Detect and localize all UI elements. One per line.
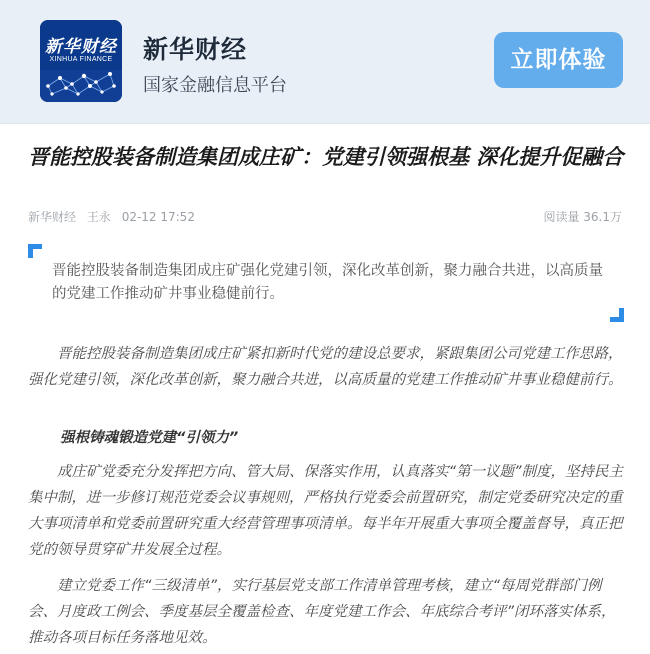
app-slogan: 国家金融信息平台 [143, 75, 287, 96]
quote-corner-bottom-right [610, 308, 624, 322]
read-count: 阅读量 36.1万 [543, 210, 622, 224]
xinhua-finance-logo[interactable] [40, 20, 122, 102]
article-title: 晋能控股装备制造集团成庄矿：党建引领强根基 深化提升促融合 [28, 145, 624, 169]
article-summary [28, 244, 624, 322]
summary-text: 晋能控股装备制造集团成庄矿强化党建引领，深化改革创新，聚力融合共进，以高质量的党建工作推动矿井事业稳健前行。 [52, 263, 603, 302]
article-datetime: 02-12 17:52 [121, 210, 195, 224]
logo-chinese-text: 新华财经 [45, 37, 117, 57]
body-paragraph: 晋能控股装备制造集团成庄矿紧扣新时代党的建设总要求，紧跟集团公司党建工作思路，强化党建引领，深化改革创新，聚力融合共进，以高质量的党建工作推动矿井事业稳健前行。 [28, 346, 623, 388]
article-source[interactable]: 新华财经 [28, 210, 77, 224]
body-paragraph: 建立党委工作“三级清单”，实行基层党支部工作清单管理考核，建立“每周党群部门例会、月度政工例会、季度基层全覆盖检查、年度党建工作会、年底综合考评”闭环落实体系，推动各项目标任务落地见效。 [28, 578, 616, 646]
app-name: 新华财经 [143, 35, 248, 64]
section-heading: 强根铸魂锻造党建“引领力” [60, 430, 239, 446]
article-meta [28, 208, 202, 225]
quote-corner-top-left [28, 244, 42, 258]
body-paragraph: 成庄矿党委充分发挥把方向、管大局、保落实作用，认真落实“第一议题”制度，坚持民主集中制，进一步修订规范党委会议事规则，严格执行党委会前置研究，制定党委研究决定的重大事项清单和党委前置研究重大经营管理事项清单。每半年开展重大事项全覆盖督导，真正把党的领导贯穿矿井发展全过程。 [28, 464, 624, 558]
try-now-button[interactable]: 立即体验 [494, 32, 623, 88]
logo-english-text: XINHUA FINANCE [49, 56, 113, 63]
app-download-banner [0, 0, 650, 124]
article-author: 王永 [86, 210, 111, 224]
